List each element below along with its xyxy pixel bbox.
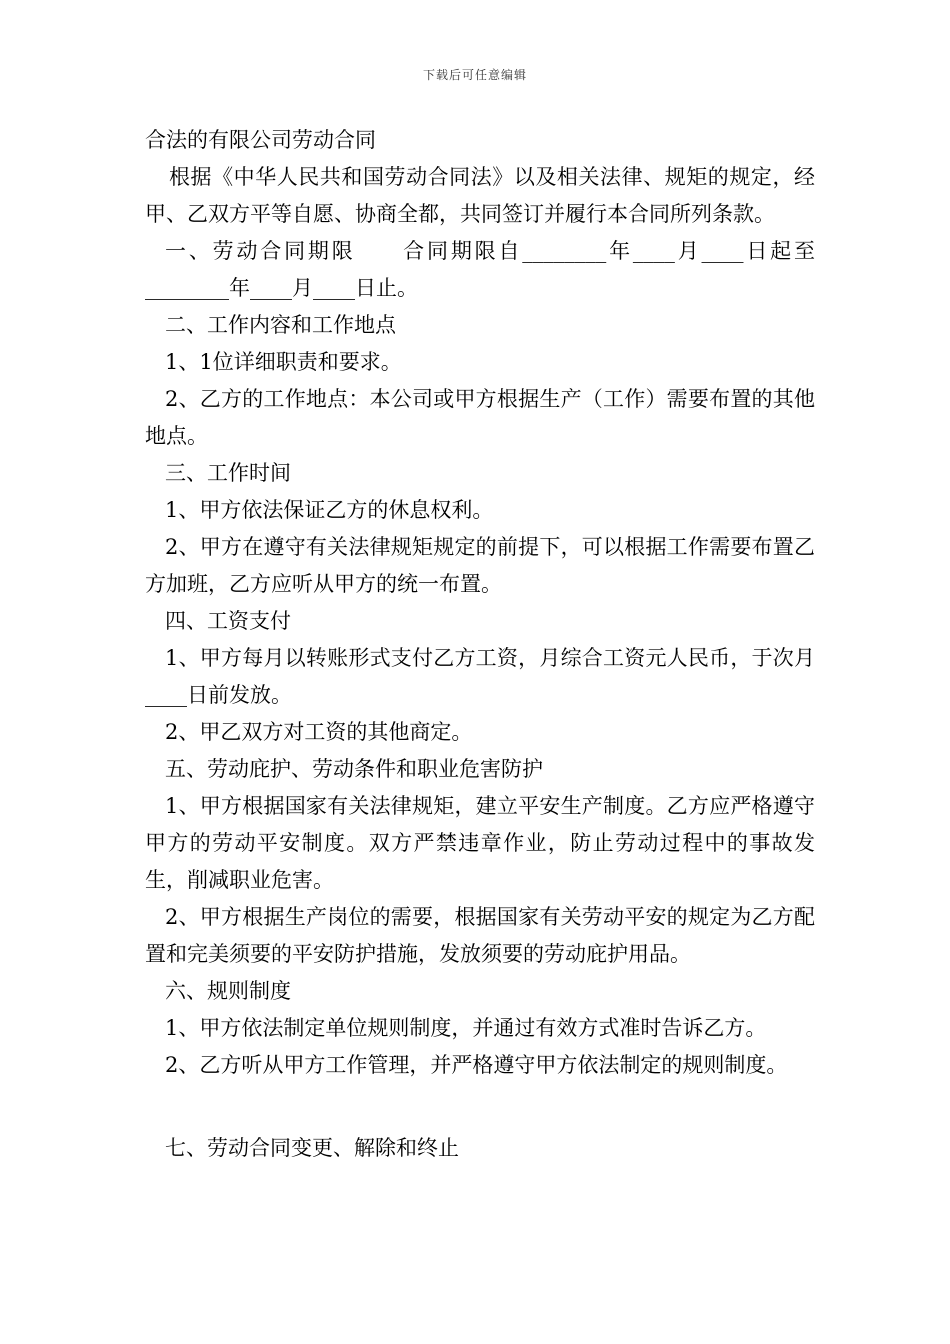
section-2-item-2: 2、乙方的工作地点：本公司或甲方根据生产（工作）需要布置的其他地点。 <box>145 387 815 448</box>
intro-paragraph: 根据《中华人民共和国劳动合同法》以及相关法律、规矩的规定，经甲、乙双方平等自愿、协商全都，共同签订并履行本合同所列条款。 <box>145 165 815 226</box>
section-6-item-2: 2、乙方听从甲方工作管理，并严格遵守甲方依法制定的规则制度。 <box>165 1053 788 1077</box>
section-2-item-1: 1、1位详细职责和要求。 <box>165 350 402 374</box>
document-title: 合法的有限公司劳动合同 <box>145 128 376 152</box>
page-header-note: 下载后可任意编辑 <box>422 68 527 82</box>
section-2-heading: 二、工作内容和工作地点 <box>165 313 396 337</box>
section-5-heading: 五、劳动庇护、劳动条件和职业危害防护 <box>165 757 543 781</box>
section-7-heading: 七、劳动合同变更、解除和终止 <box>165 1136 459 1160</box>
section-1-term: 一、劳动合同期限 合同期限自________年____月____日起至________年____月____日止。 <box>145 239 815 300</box>
section-3-item-1: 1、甲方依法保证乙方的休息权利。 <box>165 498 494 522</box>
section-3-heading: 三、工作时间 <box>165 461 291 485</box>
section-5-item-1: 1、甲方根据国家有关法律规矩，建立平安生产制度。乙方应严格遵守甲方的劳动平安制度。双方严禁违章作业，防止劳动过程中的事故发生，削减职业危害。 <box>145 794 815 892</box>
section-4-item-2: 2、甲乙双方对工资的其他商定。 <box>165 720 473 744</box>
section-4-item-1: 1、甲方每月以转账形式支付乙方工资，月综合工资元人民币，于次月____日前发放。 <box>145 646 815 707</box>
contract-document <box>145 122 815 1167</box>
section-3-item-2: 2、甲方在遵守有关法律规矩规定的前提下，可以根据工作需要布置乙方加班，乙方应听从甲方的统一布置。 <box>145 535 815 596</box>
paragraph-spacer <box>145 1084 815 1130</box>
section-6-heading: 六、规则制度 <box>165 979 291 1003</box>
section-5-item-2: 2、甲方根据生产岗位的需要，根据国家有关劳动平安的规定为乙方配置和完美须要的平安防护措施，发放须要的劳动庇护用品。 <box>145 905 815 966</box>
section-4-heading: 四、工资支付 <box>165 609 291 633</box>
section-6-item-1: 1、甲方依法制定单位规则制度，并通过有效方式准时告诉乙方。 <box>165 1016 767 1040</box>
